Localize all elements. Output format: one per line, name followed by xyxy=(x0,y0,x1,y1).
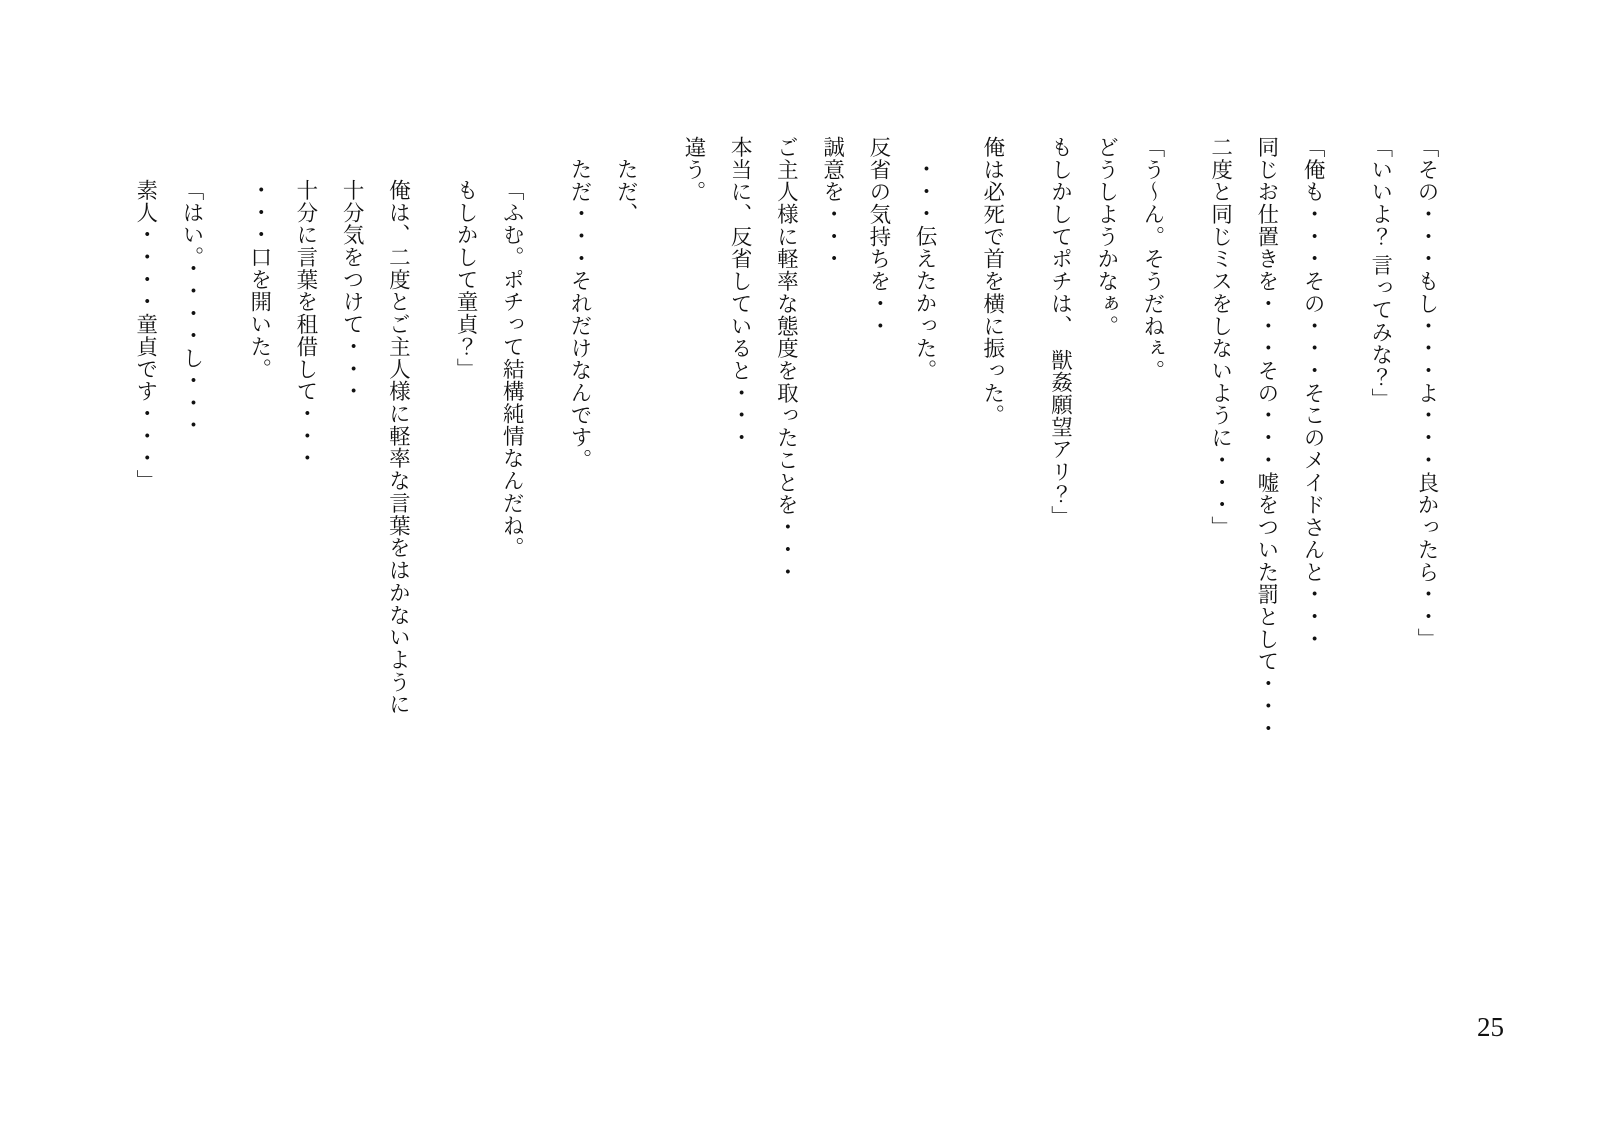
text-line: 「その・・・もし・・・よ・・・良かったら・・」 xyxy=(1415,136,1439,651)
text-line: 誠意を・・・ xyxy=(820,136,845,271)
text-line: 「俺も・・・その・・・そこのメイドさんと・・・ xyxy=(1301,136,1326,651)
text-line: 「はい。・・・・し・・・ xyxy=(179,179,204,437)
text-line: ・・・口を開いた。 xyxy=(247,179,272,381)
text-line: ご主人様に軽率な態度を取ったことを・・・ xyxy=(774,136,799,584)
text-line: ただ・・・それだけなんです。 xyxy=(568,157,592,471)
text-line: 「ふむ。ポチって結構純情なんだね。 xyxy=(500,179,525,560)
page-number: 25 xyxy=(1477,1012,1504,1042)
text-line: 俺は必死で首を横に振った。 xyxy=(980,136,1005,427)
blank-line xyxy=(421,136,443,996)
blank-line xyxy=(1176,136,1198,996)
text-line: ただ、 xyxy=(614,157,639,225)
text-line: 反省の気持ちを・・ xyxy=(866,136,891,338)
text-line: 素人・・・・童貞です・・・」 xyxy=(133,179,158,493)
blank-line xyxy=(1336,136,1358,996)
blank-line xyxy=(215,136,237,996)
text-line: ・・・伝えたかった。 xyxy=(913,157,938,382)
blank-line xyxy=(1016,136,1038,996)
text-line: もしかしてポチは、 獣姦願望アリ？」 xyxy=(1048,136,1073,528)
blank-line xyxy=(535,136,557,996)
text-line: 二度と同じミスをしないように・・・」 xyxy=(1208,136,1233,539)
text-line: もしかして童貞？」 xyxy=(454,179,479,381)
text-line: 「いいよ？ 言ってみな？」 xyxy=(1368,136,1393,411)
text-line: 違う。 xyxy=(681,136,706,204)
text-line: どうしようかなぁ。 xyxy=(1094,136,1119,338)
vertical-text-body xyxy=(123,136,1450,996)
blank-line xyxy=(649,136,671,996)
text-line: 同じお仕置きを・・・その・・・嘘をついた罰として・・・ xyxy=(1254,136,1279,740)
text-line: 十分気をつけて・・・ xyxy=(340,179,365,403)
text-line: 本当に、反省していると・・・ xyxy=(728,136,753,450)
text-line: 十分に言葉を租借して・・・ xyxy=(293,179,318,470)
text-line: 「う～ん。そうだねぇ。 xyxy=(1140,136,1165,382)
blank-line xyxy=(948,136,970,996)
text-line: 俺は、二度とご主人様に軽率な言葉をはかないように xyxy=(386,179,411,716)
